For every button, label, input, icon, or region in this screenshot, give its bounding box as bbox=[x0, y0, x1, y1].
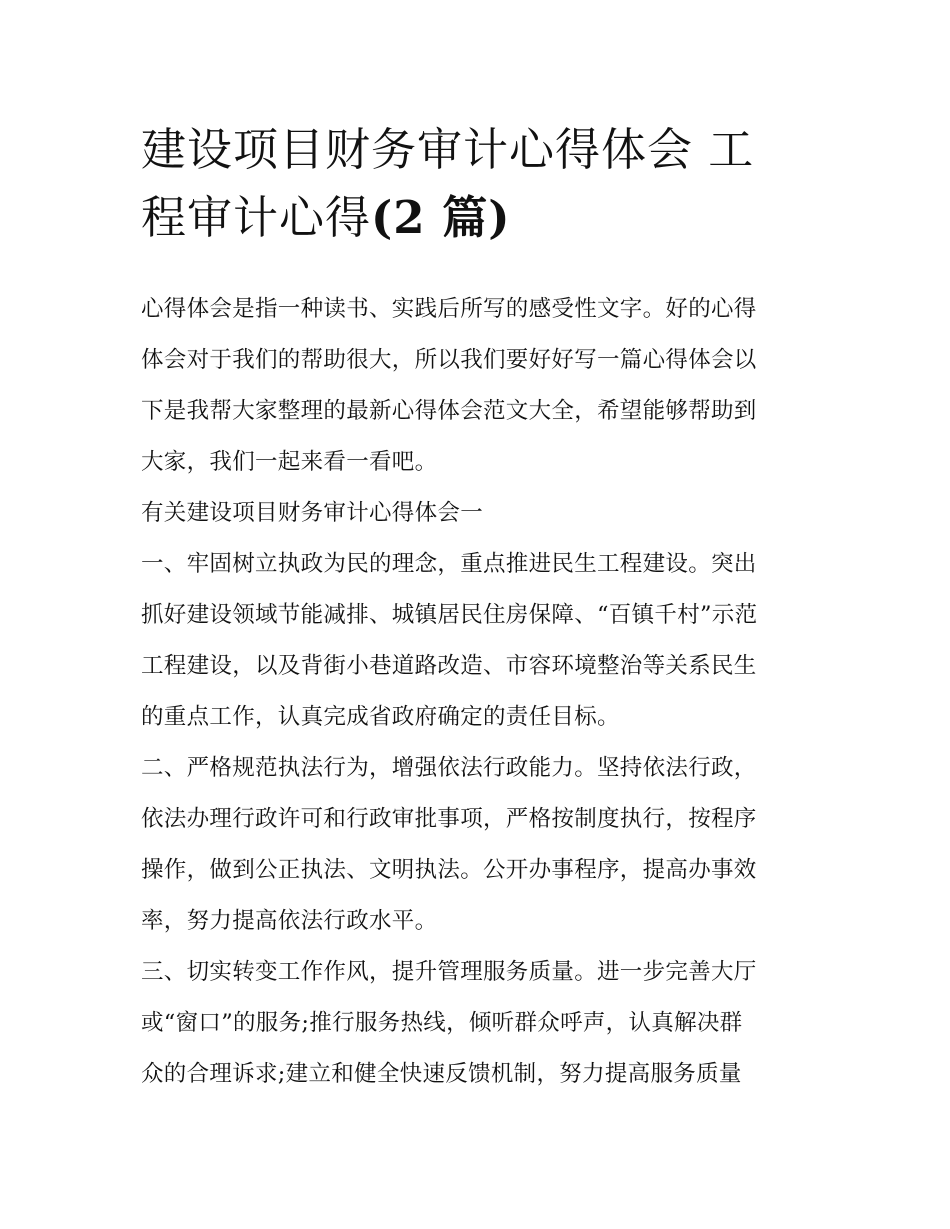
body-line: 二、严格规范执法行为，增强依法行政能力。坚持依法行政， bbox=[141, 755, 757, 781]
body-line: 操作，做到公正执法、文明执法。公开办事程序，提高办事效 bbox=[141, 857, 757, 883]
body-line: 众的合理诉求;建立和健全快速反馈机制，努力提高服务质量 bbox=[141, 1061, 742, 1087]
body-line: 一、牢固树立执政为民的理念，重点推进民生工程建设。突出 bbox=[141, 551, 757, 577]
section-heading: 有关建设项目财务审计心得体会一 bbox=[141, 500, 484, 526]
body-line: 下是我帮大家整理的最新心得体会范文大全，希望能够帮助到 bbox=[141, 398, 757, 424]
body-line: 心得体会是指一种读书、实践后所写的感受性文字。好的心得 bbox=[141, 296, 757, 322]
title-line-2: 程审计心得 bbox=[141, 191, 372, 244]
body-line: 三、切实转变工作作风，提升管理服务质量。进一步完善大厅 bbox=[141, 959, 757, 985]
body-line: 依法办理行政许可和行政审批事项，严格按制度执行，按程序 bbox=[141, 806, 757, 832]
document-title bbox=[141, 116, 817, 252]
title-count: (2 篇) bbox=[371, 191, 511, 244]
body-line: 的重点工作，认真完成省政府确定的责任目标。 bbox=[141, 704, 620, 730]
body-line: 工程建设，以及背街小巷道路改造、市容环境整治等关系民生 bbox=[141, 653, 757, 679]
body-line: 抓好建设领域节能减排、城镇居民住房保障、“百镇千村”示范 bbox=[141, 602, 758, 628]
body-line: 率，努力提高依法行政水平。 bbox=[141, 908, 438, 934]
document-body bbox=[141, 284, 817, 1100]
title-line-1: 建设项目财务审计心得体会 工 bbox=[141, 123, 755, 176]
body-line: 体会对于我们的帮助很大，所以我们要好好写一篇心得体会以 bbox=[141, 347, 757, 373]
document-content bbox=[141, 116, 817, 1100]
body-line: 大家，我们一起来看一看吧。 bbox=[141, 449, 438, 475]
body-line: 或“窗口”的服务;推行服务热线，倾听群众呼声，认真解决群 bbox=[141, 1010, 743, 1036]
